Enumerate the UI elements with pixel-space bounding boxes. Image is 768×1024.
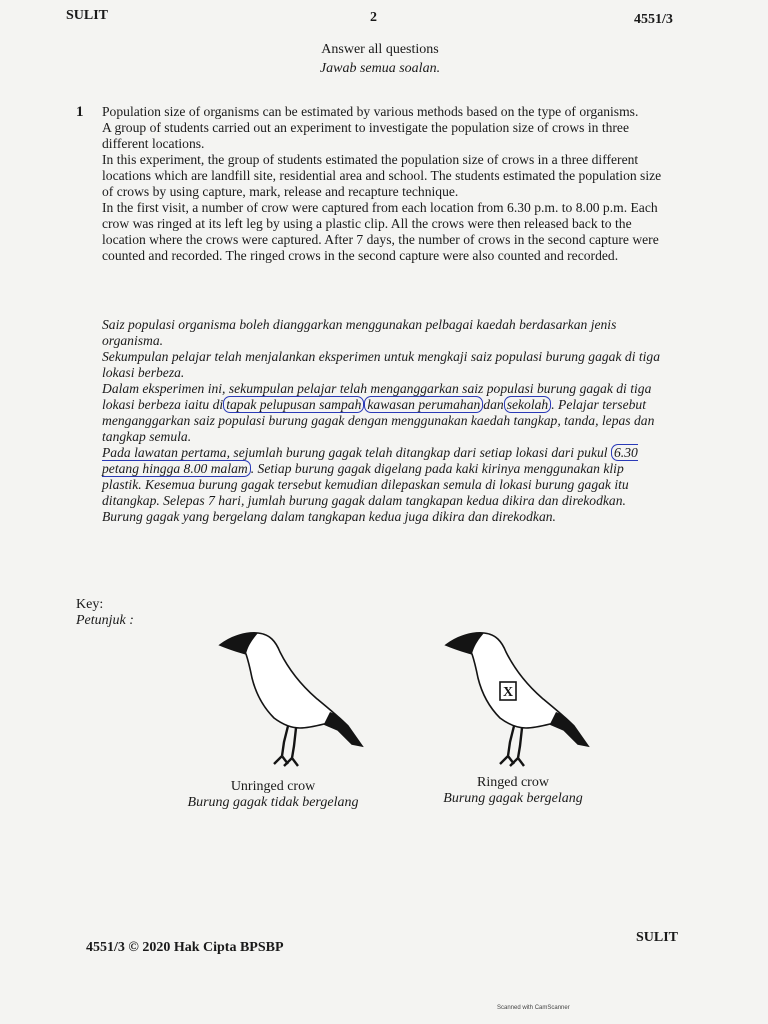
circled-location-school: sekolah (504, 396, 552, 413)
header-sulit-label: SULIT (66, 8, 109, 23)
key-label-malay: Petunjuk : (76, 613, 134, 628)
english-sentence: A group of students carried out an experiment to investigate the population size of crows in three different locations. (102, 120, 629, 151)
circled-time-range: 6.30 petang hingga 8.00 malam (102, 445, 638, 476)
unringed-crow-caption (168, 779, 378, 811)
malay-sentence-locations (102, 381, 662, 445)
circled-location-residential: kawasan perumahan (364, 396, 483, 413)
page-number: 2 (370, 10, 377, 25)
ringed-crow-icon (438, 618, 598, 768)
footer-sulit-label: SULIT (636, 930, 679, 945)
ring-mark-letter: X (502, 685, 514, 700)
malay-text: . Pelajar tersebut menganggarkan saiz populasi burung gagak dengan menggunakan kaedah tangkap, tanda, lepas dan tangkap semula. (102, 397, 655, 444)
question-text-english (102, 104, 662, 264)
unringed-caption-malay: Burung gagak tidak bergelang (187, 795, 359, 810)
malay-sentence: Sekumpulan pelajar telah menjalankan eksperimen untuk mengkaji saiz populasi burung gagak di tiga lokasi berbeza. (102, 349, 661, 380)
unringed-crow-icon (212, 618, 372, 768)
scanner-watermark: Scanned with CamScanner (497, 1005, 570, 1011)
english-sentence: In this experiment, the group of students estimated the population size of crows in a three different locations which are landfill site, residential area and school. The students estimated the population size of crows by using capture, mark, release and recapture technique. (102, 152, 662, 199)
malay-sentence-time (102, 445, 662, 525)
ringed-caption-english: Ringed crow (477, 775, 549, 790)
question-number: 1 (76, 104, 84, 120)
question-text-malay (102, 317, 662, 525)
ringed-caption-malay: Burung gagak bergelang (443, 791, 583, 806)
unringed-caption-english: Unringed crow (230, 779, 316, 794)
english-sentence: In the first visit, a number of crow were captured from each location from 6.30 p.m. to 8.00 p.m. Each crow was ringed at its left leg by using a plastic clip. All the crows were then released back to the location where the crows were captured. After 7 days, the number of crows in the second capture were counted and recorded. The ringed crows in the second capture were also counted and recorded. (102, 200, 659, 263)
key-label-english: Key: (76, 597, 104, 612)
malay-text: Dalam eksperimen ini, sekumpulan pelajar telah menganggarkan saiz populasi burung gagak di tiga lokasi berbeza iaitu di (102, 381, 652, 412)
malay-text: . Setiap burung gagak digelang pada kaki kirinya menggunakan klip plastik. Kesemua burung gagak tersebut kemudian dilepaskan semula di lokasi burung gagak itu ditangkap. Selepas 7 hari, jumlah burung gagak dalam tangkapan kedua dikira dan direkodkan. Burung gagak yang bergelang dalam tangkapan kedua juga dikira dan direkodkan. (102, 461, 629, 524)
footer-copyright: 4551/3 © 2020 Hak Cipta BPSBP (86, 940, 284, 955)
english-sentence: Population size of organisms can be estimated by various methods based on the type of organisms. (102, 104, 639, 119)
paper-code: 4551/3 (634, 12, 673, 27)
instruction-malay: Jawab semua soalan. (319, 61, 441, 76)
circled-location-landfill: tapak pelupusan sampah (223, 396, 364, 413)
malay-sentence: Saiz populasi organisma boleh dianggarkan menggunakan pelbagai kaedah berdasarkan jenis organisma. (102, 317, 617, 348)
malay-text: Pada lawatan pertama, sejumlah burung gagak telah ditangkap dari setiap lokasi dari pukul (102, 445, 608, 460)
malay-text: dan (483, 397, 504, 412)
ringed-crow-caption (428, 775, 598, 807)
instruction-english: Answer all questions (321, 42, 439, 57)
